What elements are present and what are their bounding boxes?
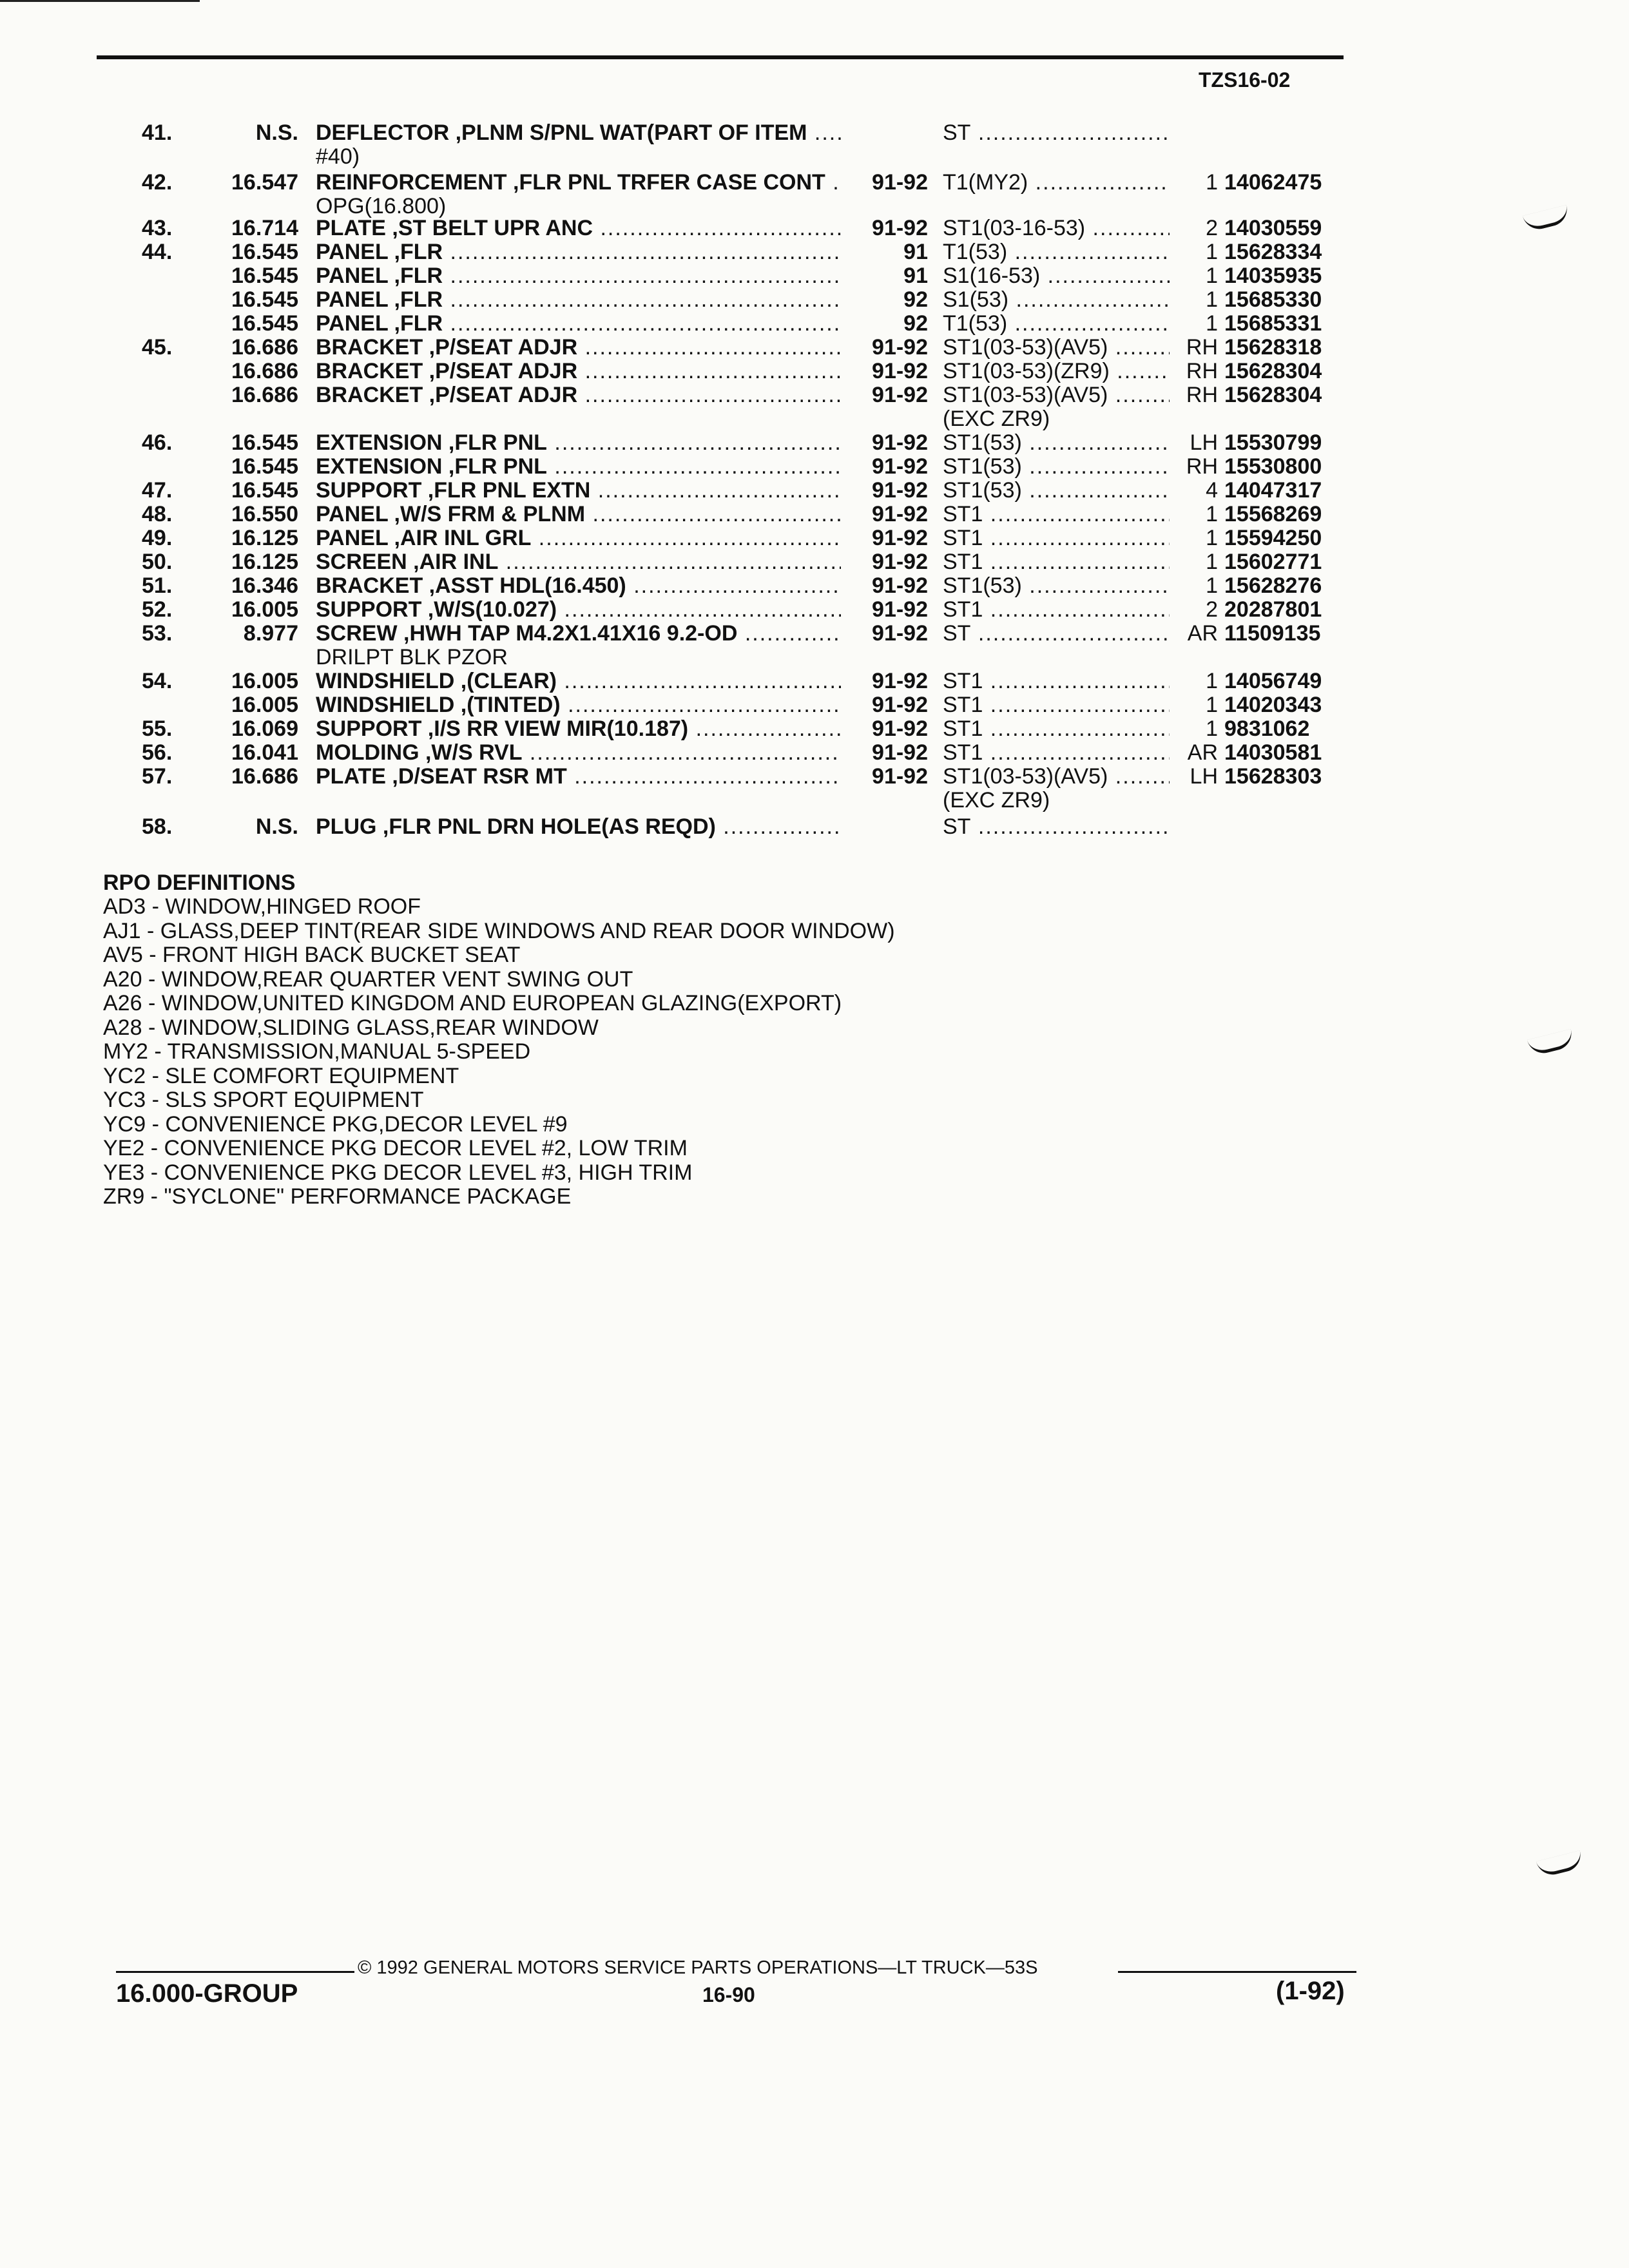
model-years: 91-92 [872,669,928,693]
application: ST ..... [943,121,1170,145]
rpo-item: A20 - WINDOW,REAR QUARTER VENT SWING OUT [103,966,633,992]
quantity: 1 [1206,669,1218,693]
quantity: AR [1187,740,1218,765]
application: ST1(53) ..... [943,455,1170,479]
part-number: 14056749 [1224,669,1322,693]
rpo-item: A28 - WINDOW,SLIDING GLASS,REAR WINDOW [103,1015,599,1040]
group-ref: 16.545 [231,264,298,288]
application: S1(53) ..... [943,288,1170,312]
quantity: 1 [1206,550,1218,574]
quantity: 1 [1206,240,1218,264]
application: ST ..... [943,815,1170,839]
model-years: 91-92 [872,335,928,360]
quantity: RH [1186,335,1218,360]
part-description: PLUG ,FLR PNL DRN HOLE(AS REQD) ..... [316,815,841,839]
model-years: 91-92 [872,526,928,550]
quantity: RH [1186,454,1218,479]
group-ref: 16.069 [231,716,298,741]
application: ST1 ..... [943,550,1170,574]
part-description: PANEL ,W/S FRM & PLNM ..... [316,503,841,526]
application: ST1 ..... [943,503,1170,526]
part-description: BRACKET ,P/SEAT ADJR ..... [316,360,841,383]
application: ST1 ..... [943,598,1170,622]
part-number: 15594250 [1224,526,1322,550]
header-rule [97,55,1344,59]
part-number: 15628303 [1224,764,1322,789]
model-years: 91-92 [872,740,928,765]
model-years: 91-92 [872,502,928,526]
part-description: PANEL ,FLR ..... [316,288,841,312]
group-ref: N.S. [255,814,298,839]
part-description: BRACKET ,P/SEAT ADJR ..... [316,336,841,360]
rpo-definitions [103,871,895,1209]
group-ref: 16.125 [231,550,298,574]
quantity: RH [1186,359,1218,383]
application: T1(53) ..... [943,240,1170,264]
part-description: REINFORCEMENT ,FLR PNL TRFER CASE CONT ..... [316,171,841,195]
quantity: 1 [1206,502,1218,526]
quantity: 1 [1206,170,1218,195]
part-description: DEFLECTOR ,PLNM S/PNL WAT(PART OF ITEM ..... [316,121,841,145]
model-years: 91-92 [872,170,928,195]
rpo-item: YE3 - CONVENIENCE PKG DECOR LEVEL #3, HIGH TRIM [103,1160,693,1185]
model-years: 91-92 [872,383,928,407]
group-ref: 16.686 [231,764,298,789]
group-ref: 16.547 [231,170,298,195]
model-years: 91-92 [872,454,928,479]
part-number: 15685331 [1224,311,1322,336]
model-years: 91-92 [872,716,928,741]
part-description: WINDSHIELD ,(TINTED) ..... [316,693,841,717]
scan-edge-line [0,0,200,2]
rpo-item: YC9 - CONVENIENCE PKG,DECOR LEVEL #9 [103,1111,568,1137]
part-description: PANEL ,AIR INL GRL ..... [316,526,841,550]
item-number: 54. [142,669,173,693]
part-number: 15628276 [1224,573,1322,598]
application: ST1(53) ..... [943,479,1170,503]
scan-mark [1527,1029,1575,1057]
group-ref: 16.545 [231,478,298,503]
model-years: 91-92 [872,693,928,717]
part-description: SUPPORT ,FLR PNL EXTN ..... [316,479,841,503]
part-description: PANEL ,FLR ..... [316,264,841,288]
group-ref: 16.714 [231,216,298,240]
application: ST1(53) ..... [943,574,1170,598]
rpo-item: ZR9 - "SYCLONE" PERFORMANCE PACKAGE [103,1184,572,1209]
catalog-code: TZS16-02 [1199,68,1291,91]
part-number: 20287801 [1224,597,1322,622]
part-description: SCREW ,HWH TAP M4.2X1.41X16 9.2-OD ..... [316,622,841,646]
part-number: 15628318 [1224,335,1322,360]
application: ST1(03-53)(AV5) ..... [943,383,1170,407]
scan-mark [1523,205,1570,233]
part-number: 15530799 [1224,430,1322,455]
rpo-item: YE2 - CONVENIENCE PKG DECOR LEVEL #2, LOW TRIM [103,1136,688,1160]
item-number: 55. [142,716,173,741]
part-description: PANEL ,FLR ..... [316,312,841,336]
application: ST1 ..... [943,669,1170,693]
part-description: MOLDING ,W/S RVL ..... [316,741,841,765]
quantity: 1 [1206,264,1218,288]
footer-rule-right [1118,1971,1356,1973]
application: ST1(53) ..... [943,431,1170,455]
group-ref: N.S. [255,120,298,145]
part-description: WINDSHIELD ,(CLEAR) ..... [316,669,841,693]
group-ref: 8.977 [243,621,298,646]
part-number: 14047317 [1224,478,1322,503]
quantity: LH [1190,764,1218,789]
item-number: 49. [142,526,173,550]
application-continued: (EXC ZR9) [943,407,1050,431]
part-description: BRACKET ,ASST HDL(16.450) ..... [316,574,841,598]
quantity: 1 [1206,287,1218,312]
quantity: 1 [1206,716,1218,741]
part-description: PLATE ,D/SEAT RSR MT ..... [316,765,841,789]
group-ref: 16.545 [231,287,298,312]
quantity: 2 [1206,216,1218,240]
model-years: 91-92 [872,478,928,503]
quantity: 1 [1206,573,1218,598]
part-description-continued: OPG(16.800) [316,195,447,218]
part-number: 15685330 [1224,287,1322,312]
part-number: 14030581 [1224,740,1322,765]
part-description: SUPPORT ,I/S RR VIEW MIR(10.187) ..... [316,717,841,741]
quantity: 4 [1206,478,1218,503]
model-years: 92 [903,287,928,312]
group-ref: 16.005 [231,693,298,717]
quantity: 1 [1206,693,1218,717]
application: ST1(03-53)(AV5) ..... [943,336,1170,360]
rpo-item: AD3 - WINDOW,HINGED ROOF [103,894,421,919]
group-ref: 16.686 [231,383,298,407]
part-description: PANEL ,FLR ..... [316,240,841,264]
item-number: 58. [142,814,173,839]
model-years: 91-92 [872,621,928,646]
group-ref: 16.686 [231,335,298,360]
group-ref: 16.005 [231,669,298,693]
group-ref: 16.346 [231,573,298,598]
application: ST1(03-53)(AV5) ..... [943,765,1170,789]
part-description: EXTENSION ,FLR PNL ..... [316,431,841,455]
item-number: 47. [142,478,173,503]
model-years: 91-92 [872,764,928,789]
model-years: 91-92 [872,597,928,622]
part-number: 15602771 [1224,550,1322,574]
quantity: LH [1190,430,1218,455]
group-ref: 16.686 [231,359,298,383]
model-years: 91 [903,240,928,264]
part-description-continued: DRILPT BLK PZOR [316,646,508,669]
part-number: 9831062 [1224,716,1310,741]
application: ST1(03-16-53) ..... [943,216,1170,240]
item-number: 45. [142,335,173,360]
scan-mark [1536,1850,1584,1878]
part-number: 15530800 [1224,454,1322,479]
item-number: 42. [142,170,173,195]
rpo-item: A26 - WINDOW,UNITED KINGDOM AND EUROPEAN GLAZING(EXPORT) [103,991,842,1015]
rpo-title: RPO DEFINITIONS [103,870,296,895]
part-number: 14062475 [1224,170,1322,195]
rpo-item: YC2 - SLE COMFORT EQUIPMENT [103,1063,459,1088]
rpo-item: AJ1 - GLASS,DEEP TINT(REAR SIDE WINDOWS AND REAR DOOR WINDOW) [103,918,895,943]
part-number: 14035935 [1224,264,1322,288]
quantity: AR [1187,621,1218,646]
group-ref: 16.041 [231,740,298,765]
part-number: 15628334 [1224,240,1322,264]
part-number: 15568269 [1224,502,1322,526]
part-description: SCREEN ,AIR INL ..... [316,550,841,574]
application: T1(53) ..... [943,312,1170,336]
footer-copyright: © 1992 GENERAL MOTORS SERVICE PARTS OPERATIONS—LT TRUCK—53S [358,1957,1038,1978]
part-description: PLATE ,ST BELT UPR ANC ..... [316,216,841,240]
part-description: SUPPORT ,W/S(10.027) ..... [316,598,841,622]
item-number: 44. [142,240,173,264]
group-ref: 16.545 [231,430,298,455]
application: T1(MY2) ..... [943,171,1170,195]
item-number: 56. [142,740,173,765]
item-number: 51. [142,573,173,598]
model-years: 91-92 [872,359,928,383]
application: ST1 ..... [943,741,1170,765]
model-years: 91-92 [872,430,928,455]
item-number: 52. [142,597,173,622]
model-years: 91 [903,264,928,288]
item-number: 57. [142,764,173,789]
quantity: 1 [1206,311,1218,336]
part-number: 14030559 [1224,216,1322,240]
model-years: 91-92 [872,216,928,240]
model-years: 91-92 [872,573,928,598]
quantity: 1 [1206,526,1218,550]
part-number: 11509135 [1224,621,1321,646]
application-continued: (EXC ZR9) [943,789,1050,812]
rpo-item: AV5 - FRONT HIGH BACK BUCKET SEAT [103,943,521,967]
application: ST1 ..... [943,717,1170,741]
item-number: 43. [142,216,173,240]
group-ref: 16.545 [231,311,298,336]
item-number: 48. [142,502,173,526]
group-ref: 16.545 [231,454,298,479]
model-years: 91-92 [872,550,928,574]
item-number: 53. [142,621,173,646]
part-description-continued: #40) [316,145,360,169]
group-ref: 16.550 [231,502,298,526]
part-number: 15628304 [1224,383,1322,407]
part-description: BRACKET ,P/SEAT ADJR ..... [316,383,841,407]
footer-page-number: 16-90 [702,1983,755,2006]
item-number: 46. [142,430,173,455]
quantity: RH [1186,383,1218,407]
model-years: 92 [903,311,928,336]
footer-group: 16.000-GROUP [116,1979,298,2008]
group-ref: 16.125 [231,526,298,550]
application: ST1(03-53)(ZR9) ..... [943,360,1170,383]
application: ST ..... [943,622,1170,646]
rpo-item: YC3 - SLS SPORT EQUIPMENT [103,1088,424,1112]
item-number: 50. [142,550,173,574]
item-number: 41. [142,120,173,145]
application: ST1 ..... [943,526,1170,550]
rpo-item: MY2 - TRANSMISSION,MANUAL 5-SPEED [103,1039,531,1064]
application: ST1 ..... [943,693,1170,717]
group-ref: 16.005 [231,597,298,622]
footer-rule-left [116,1971,354,1973]
part-description: EXTENSION ,FLR PNL ..... [316,455,841,479]
part-number: 14020343 [1224,693,1322,717]
footer-date: (1-92) [1276,1977,1345,2005]
part-number: 15628304 [1224,359,1322,383]
group-ref: 16.545 [231,240,298,264]
application: S1(16-53) ..... [943,264,1170,288]
rpo-list [103,895,895,1209]
quantity: 2 [1206,597,1218,622]
